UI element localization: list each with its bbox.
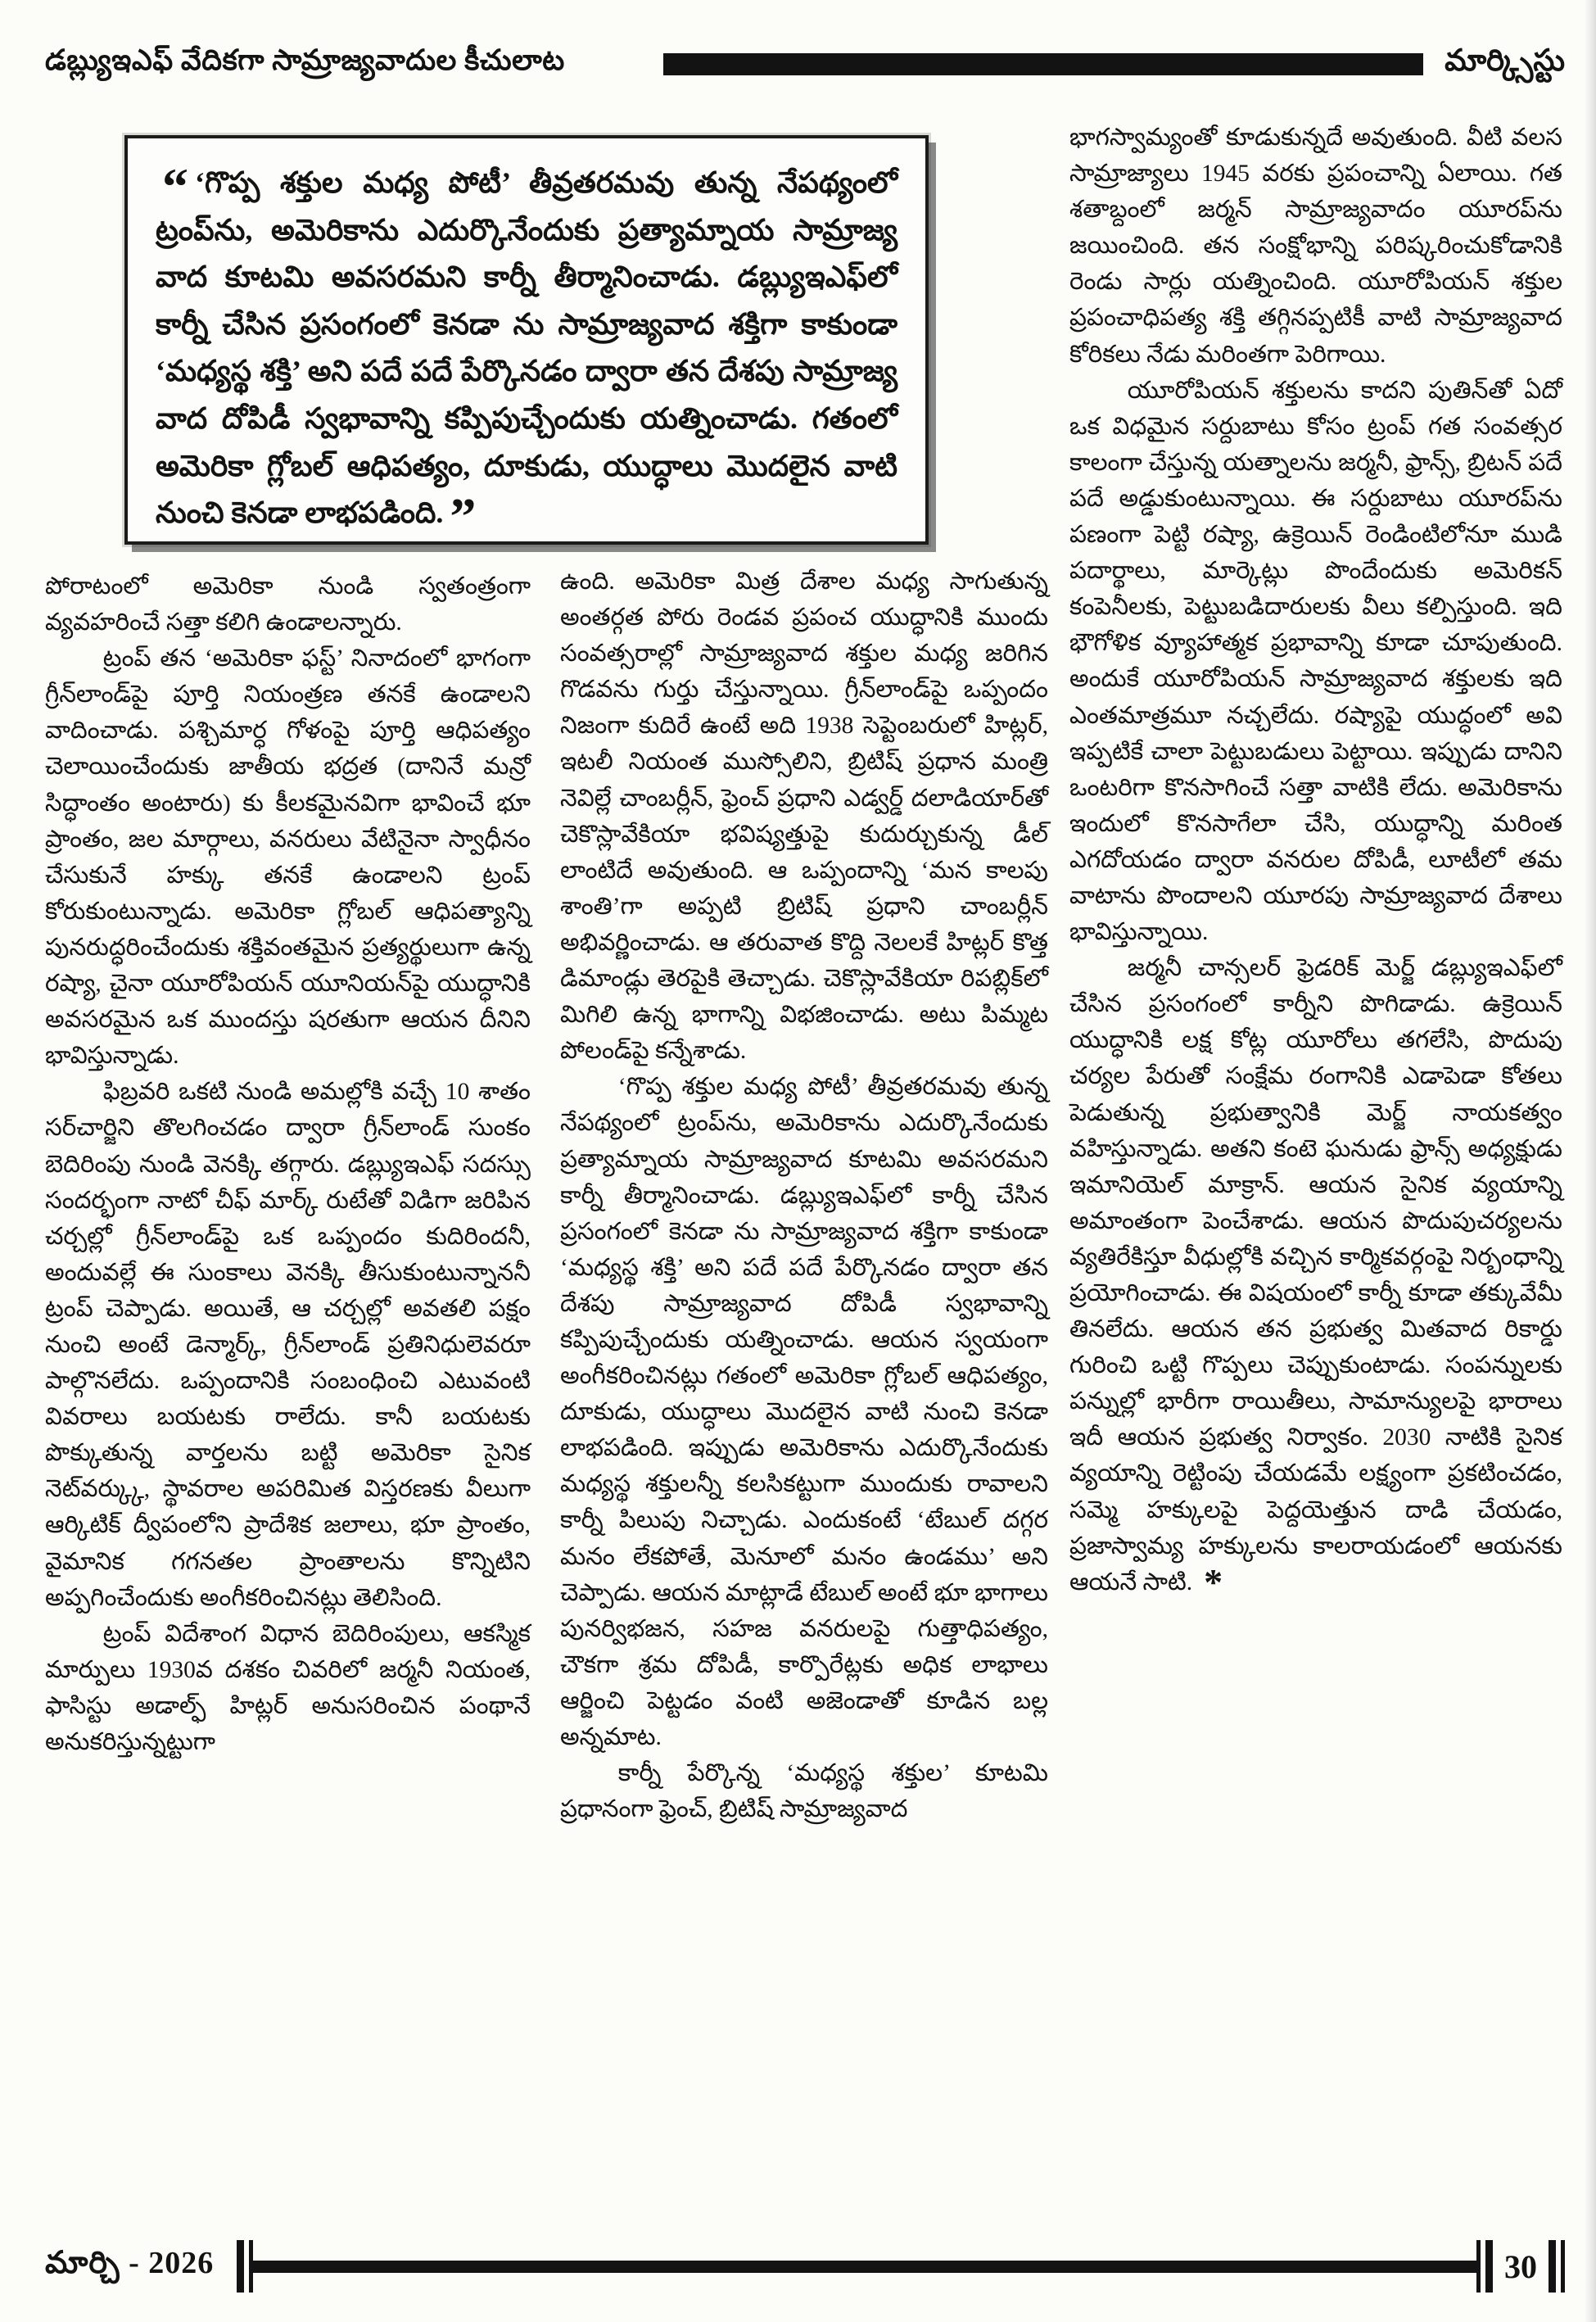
body-column-1 [45, 568, 531, 2149]
paragraph: ట్రంప్ తన ‘అమెరికా ఫస్ట్’ నినాదంలో భాగంగా గ్రీన్‌లాండ్‌పై పూర్తి నియంత్రణ తనకే ఉండాలని వాదించాడు. పశ్చిమార్ధ గోళంపై పూర్తి ఆధిపత్యం చెలాయించేందుకు జాతీయ భద్రత (దానినే మన్రో సిద్ధాంతం అంటారు) కు కీలకమైనవిగా భావించే భూ ప్రాంతం, జల మార్గాలు, వనరులు వేటినైనా స్వాధీనం చేసుకునే హక్కు తనకే ఉండాలని ట్రంప్ కోరుకుంటున్నాడు. అమెరికా గ్లోబల్ ఆధిపత్యాన్ని పునరుద్ధరించేందుకు శక్తివంతమైన ప్రత్యర్థులుగా ఉన్న రష్యా, చైనా యూరోపియన్ యూనియన్‌పై యుద్ధానికి అవసరమైన ఒక ముందస్తు షరతుగా ఆయన దీనిని భావిస్తున్నాడు. [45, 645, 531, 1070]
end-of-article-star-icon: * [1204, 1560, 1223, 1603]
paragraph: ‘గొప్ప శక్తుల మధ్య పోటీ’ తీవ్రతరమవు తున్న నేపథ్యంలో ట్రంప్‌ను, అమెరికాను ఎదుర్కొనేందుకు ప్రత్యామ్నాయ సామ్రాజ్యవాద కూటమి అవసరమని కార్నీ తీర్మానించాడు. డబ్ల్యుఇఎఫ్‌లో కార్నీ చేసిన ప్రసంగంలో కెనడా ను సామ్రాజ్యవాద శక్తిగా కాకుండా ‘మధ్యస్థ శక్తి’ అని పదే పదే పేర్కొనడం ద్వారా తన దేశపు సామ్రాజ్యవాద దోపిడీ స్వభావాన్ని కప్పిపుచ్చేందుకు యత్నించాడు. ఆయన స్వయంగా అంగీకరించినట్లు గతంలో అమెరికా గ్లోబల్ ఆధిపత్యం, దూకుడు, యుద్ధాలు మొదలైన వాటి నుంచి కెనడా లాభపడింది. ఇప్పుడు అమెరికాను ఎదుర్కొనేందుకు మధ్యస్థ శక్తులన్నీ కలసికట్టుగా ముందుకు రావాలని కార్నీ పిలుపు నిచ్చాడు. ఎందుకంటే ‘టేబుల్ దగ్గర మనం లేకపోతే, మెనూలో మనం ఉండము’ అని చెప్పాడు. ఆయన మాట్లాడే టేబుల్ అంటే భూ భాగాలు పునర్విభజన, సహజ వనరులపై గుత్తాధిపత్యం, చౌకగా శ్రమ దోపిడీ, కార్పొరేట్లకు అధిక లాభాలు ఆర్జించి పెట్టడం వంటి అజెండాతో కూడిన బల్ల అన్నమాట. [560, 1074, 1048, 1750]
footer-left-ticks [237, 2240, 253, 2293]
header-rule [663, 53, 1423, 75]
article-title: డబ్ల్యుఇఎఫ్ వేదికగా సామ్రాజ్యవాదుల కీచులాట [45, 44, 565, 76]
page-footer [45, 2229, 1565, 2303]
paragraph [1069, 950, 1562, 1603]
paragraph: కార్నీ పేర్కొన్న ‘మధ్యస్థ శక్తుల’ కూటమి ప్రధానంగా ఫ్రెంచ్, బ్రిటిష్ సామ్రాజ్యవాద [560, 1760, 1048, 1823]
paragraph: ట్రంప్ విదేశాంగ విధాన బెదిరింపులు, ఆకస్మిక మార్పులు 1930వ దశకం చివరిలో జర్మనీ నియంత, ఫాసిస్టు అడాల్ఫ్ హిట్లర్ అనుసరించిన పంథానే అనుకరిస్తున్నట్టుగా [45, 1620, 531, 1755]
footer-page-left-ticks [1476, 2240, 1493, 2293]
paragraph: పోరాటంలో అమెరికా నుండి స్వతంత్రంగా వ్యవహరించే సత్తా కలిగి ఉండాలన్నారు. [45, 573, 531, 636]
pull-quote-box [124, 135, 929, 545]
page-number: 30 [1504, 2247, 1537, 2285]
body-column-3 [1069, 120, 1562, 2110]
paragraph: ఉంది. అమెరికా మిత్ర దేశాల మధ్య సాగుతున్న అంతర్గత పోరు రెండవ ప్రపంచ యుద్ధానికి ముందు సంవత్సరాల్లో సామ్రాజ్యవాద శక్తుల మధ్య జరిగిన గొడవను గుర్తు చేస్తున్నాయి. గ్రీన్‌లాండ్‌పై ఒప్పందం నిజంగా కుదిరే ఉంటే అది 1938 సెప్టెంబరులో హిట్లర్, ఇటలీ నియంత ముస్సోలిని, బ్రిటిష్ ప్రధాన మంత్రి నెవిల్లే చాంబర్లీన్, ఫ్రెంచ్ ప్రధాని ఎడ్వర్డ్ దలాడియార్‌తో చెకొస్లావేకియా భవిష్యత్తుపై కుదుర్చుకున్న డీల్ లాంటిదే అవుతుంది. ఆ ఒప్పందాన్ని ‘మన కాలపు శాంతి’గా అప్పటి బ్రిటిష్ ప్రధాని చాంబర్లీన్ అభివర్ణించాడు. ఆ తరువాత కొద్ది నెలలకే హిట్లర్ కొత్త డిమాండ్లు తెరపైకి తెచ్చాడు. చెకొస్లావేకియా రిపబ్లిక్‌లో మిగిలి ఉన్న భాగాన్ని విభజించాడు. అటు పిమ్మట పోలండ్‌పై కన్నేశాడు. [560, 568, 1048, 1065]
paragraph: భాగస్వామ్యంతో కూడుకున్నదే అవుతుంది. వీటి వలస సామ్రాజ్యాలు 1945 వరకు ప్రపంచాన్ని ఏలాయి. గత శతాబ్దంలో జర్మన్ సామ్రాజ్యవాదం యూరప్‌ను జయించింది. తన సంక్షోభాన్ని పరిష్కరించుకోడానికి రెండు సార్లు యత్నించింది. యూరోపియన్ శక్తుల ప్రపంచాధిపత్య శక్తి తగ్గినప్పటికీ వాటి సామ్రాజ్యవాద కోరికలు నేడు మరింతగా పెరిగాయి. [1069, 124, 1562, 368]
issue-date: మార్చి - 2026 [45, 2245, 215, 2280]
pull-quote-text [156, 157, 897, 546]
body-column-2 [560, 564, 1048, 2169]
page-header [45, 34, 1565, 93]
pull-quote-body: ‘గొప్ప శక్తుల మధ్య పోటీ’ తీవ్రతరమవు తున్న నేపథ్యంలో ట్రంప్‌ను, అమెరికాను ఎదుర్కొనేందుకు ప్రత్యామ్నాయ సామ్రాజ్య వాద కూటమి అవసరమని కార్నీ తీర్మానించాడు. డబ్ల్యుఇఎఫ్‌లో కార్నీ చేసిన ప్రసంగంలో కెనడా ను సామ్రాజ్యవాద శక్తిగా కాకుండా ‘మధ్యస్థ శక్తి’ అని పదే పదే పేర్కొనడం ద్వారా తన దేశపు సామ్రాజ్య వాద దోపిడీ స్వభావాన్ని కప్పిపుచ్చేందుకు యత్నించాడు. గతంలో అమెరికా గ్లోబల్ ఆధిపత్యం, దూకుడు, యుద్ధాలు మొదలైన వాటి నుంచి కెనడా లాభపడింది. [156, 166, 897, 530]
footer-page-right-ticks [1549, 2240, 1565, 2293]
footer-rule [253, 2261, 1476, 2273]
open-quote-icon: “ [162, 157, 188, 215]
masthead-title: మార్క్సిస్టు [1445, 43, 1565, 78]
scan-edge-shadow [1585, 0, 1596, 2322]
paragraph: యూరోపియన్ శక్తులను కాదని పుతిన్‌తో ఏదో ఒక విధమైన సర్దుబాటు కోసం ట్రంప్ గత సంవత్సర కాలంగా చేస్తున్న యత్నాలను జర్మనీ, ఫ్రాన్స్, బ్రిటన్ పదే పదే అడ్డుకుంటున్నాయి. ఈ సర్దుబాటు యూరప్‌ను పణంగా పెట్టి రష్యా, ఉక్రెయిన్ రెండింటిలోనూ ముడి పదార్థాలు, మార్కెట్లు పొందేందుకు అమెరికన్ కంపెనీలకు, పెట్టుబడిదారులకు వీలు కల్పిస్తుంది. ఇది భౌగోళిక వ్యూహాత్మక ప్రభావాన్ని కూడా చూపుతుంది. అందుకే యూరోపియన్ సామ్రాజ్యవాద శక్తులకు ఇది ఎంతమాత్రమూ నచ్చలేదు. రష్యాపై యుద్ధంలో అవి ఇప్పటికే చాలా పెట్టుబడులు పెట్టాయి. ఇప్పుడు దానిని ఒంటరిగా కొనసాగించే సత్తా వాటికి లేదు. అమెరికాను ఇందులో కొనసాగేలా చేసి, యుద్ధాన్ని మరింత ఎగదోయడం ద్వారా వనరుల దోపిడీ, లూటీలో తమ వాటాను పొందాలని యూరపు సామ్రాజ్యవాద దేశాలు భావిస్తున్నాయి. [1069, 377, 1562, 946]
close-quote-icon: ” [450, 487, 477, 546]
paragraph: ఫిబ్రవరి ఒకటి నుండి అమల్లోకి వచ్చే 10 శాతం సర్‌చార్జిని తొలగించడం ద్వారా గ్రీన్‌లాండ్ సుంకం బెదిరింపు నుండి వెనక్కి తగ్గారు. డబ్ల్యుఇఎఫ్ సదస్సు సందర్భంగా నాటో చీఫ్ మార్క్ రుటేతో విడిగా జరిపిన చర్చల్లో గ్రీన్‌లాండ్‌పై ఒక ఒప్పందం కుదిరిందనీ, అందువల్లే ఈ సుంకాలు వెనక్కి తీసుకుంటున్నాననీ ట్రంప్ చెప్పాడు. అయితే, ఆ చర్చల్లో అవతలి పక్షం నుంచి అంటే డెన్మార్క్, గ్రీన్‌లాండ్ ప్రతినిధులెవరూ పాల్గొనలేదు. ఒప్పందానికి సంబంధించి ఎటువంటి వివరాలు బయటకు రాలేదు. కానీ బయటకు పొక్కుతున్న వార్తలను బట్టి అమెరికా సైనిక నెట్‌వర్క్కు, స్థావరాల అపరిమిత విస్తరణకు వీలుగా ఆర్కిటిక్ ద్వీపంలోని ప్రాదేశిక జలాలు, భూ ప్రాంతం, వైమానిక గగనతల ప్రాంతాలను కొన్నిటిని అప్పగించేందుకు అంగీకరించినట్లు తెలిసింది. [45, 1079, 531, 1611]
paragraph-text: జర్మనీ చాన్సలర్ ఫ్రెడరిక్ మెర్జ్ డబ్ల్యుఇఎఫ్‌లో చేసిన ప్రసంగంలో కార్నీని పొగిడాడు. ఉక్రెయిన్ యుద్ధానికి లక్ష కోట్ల యూరోలు తగలేసి, పొదుపు చర్యల పేరుతో సంక్షేమ రంగానికి ఎడాపెడా కోతలు పెడుతున్న ప్రభుత్వానికి మెర్జ్ నాయకత్వం వహిస్తున్నాడు. అతని కంటె ఘనుడు ఫ్రాన్స్ అధ్యక్షుడు ఇమానియెల్ మాక్రాన్. ఆయన సైనిక వ్యయాన్ని అమాంతంగా పెంచేశాడు. ఆయన పొదుపుచర్యలను వ్యతిరేకిస్తూ వీధుల్లోకి వచ్చిన కార్మికవర్గంపై నిర్బంధాన్ని ప్రయోగించాడు. ఈ విషయంలో కార్నీ కూడా తక్కువేమీ తినలేదు. ఆయన తన ప్రభుత్వ మితవాద రికార్డు గురించి ఒట్టి గొప్పలు చెప్పుకుంటాడు. సంపన్నులకు పన్నుల్లో భారీగా రాయితీలు, సామాన్యులపై భారాలు ఇదీ ఆయన ప్రభుత్వ నిర్వాకం. 2030 నాటికి సైనిక వ్యయాన్ని రెట్టింపు చేయడమే లక్ష్యంగా ప్రకటించడం, సమ్మె హక్కులపై పెద్దయెత్తున దాడి చేయడం, ప్రజాస్వామ్య హక్కులను కాలరాయడంలో ఆయనకు ఆయనే సాటి. [1069, 955, 1562, 1596]
